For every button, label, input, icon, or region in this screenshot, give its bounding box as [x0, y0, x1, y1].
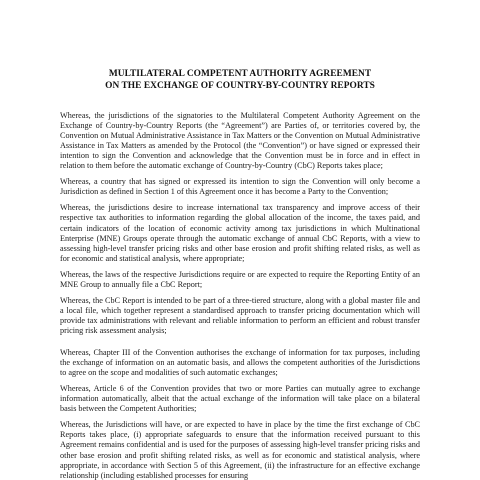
recital-paragraph-7: Whereas, Article 6 of the Convention provides that two or more Parties can mutually agree to exchange information automatically, albeit that the actual exchange of the information will take place on a bilateral basis between the Competent Authorities;: [60, 384, 420, 414]
recital-paragraph-5: Whereas, the CbC Report is intended to be part of a three-tiered structure, along with a global master file and a local file, which together represent a standardised approach to transfer pricing documentation which will provide tax administrations with relevant and reliable information to perform an efficient and robust transfer pricing risk assessment analysis;: [60, 295, 420, 335]
recital-paragraph-1: Whereas, the jurisdictions of the signatories to the Multilateral Competent Authority Agreement on the Exchange of Country-by-Country Reports (the “Agreement”) are Parties of, or territories covered by, the Convention on Mutual Administrative Assistance in Tax Matters or the Convention on Mutual Administrative Assistance in Tax Matters as amended by the Protocol (the “Convention”) or have signed or expressed their intention to sign the Convention and acknowledge that the Convention must be in force and in effect in relation to them before the automatic exchange of Country-by-Country (CbC) Reports takes place;: [60, 111, 420, 171]
recital-paragraph-6: Whereas, Chapter III of the Convention authorises the exchange of information for tax purposes, including the exchange of information on an automatic basis, and allows the competent authorities of the Jurisdictions to agree on the scope and modalities of such automatic exchanges;: [60, 348, 420, 378]
recital-paragraph-2: Whereas, a country that has signed or expressed its intention to sign the Convention will only become a Jurisdiction as defined in Section 1 of this Agreement once it has become a Party to the Convention;: [60, 177, 420, 197]
document-body: [60, 111, 420, 480]
document-title-line-1: MULTILATERAL COMPETENT AUTHORITY AGREEMENT: [108, 69, 372, 79]
recital-paragraph-8: Whereas, the Jurisdictions will have, or are expected to have in place by the time the first exchange of CbC Reports takes place, (i) appropriate safeguards to ensure that the information received pursuant to this Agreement remains confidential and is used for the purposes of assessing high-level transfer pricing risks and other base erosion and profit shifting related risks, as well as for economic and statistical analysis, where appropriate, in accordance with Section 5 of this Agreement, (ii) the infrastructure for an effective exchange relationship (including established processes for ensuring: [60, 420, 420, 480]
recital-paragraph-4: Whereas, the laws of the respective Jurisdictions require or are expected to require the Reporting Entity of an MNE Group to annually file a CbC Report;: [60, 269, 420, 289]
document-title-line-2: ON THE EXCHANGE OF COUNTRY-BY-COUNTRY REPORTS: [105, 81, 375, 91]
recital-paragraph-3: Whereas, the jurisdictions desire to increase international tax transparency and improve access of their respective tax authorities to information regarding the global allocation of the income, the taxes paid, and certain indicators of the location of economic activity among tax jurisdictions in which Multinational Enterprise (MNE) Groups operate through the automatic exchange of annual CbC Reports, with a view to assessing high-level transfer pricing risks and other base erosion and profit shifting related risks, as well as for economic and statistical analysis, where appropriate;: [60, 203, 420, 263]
